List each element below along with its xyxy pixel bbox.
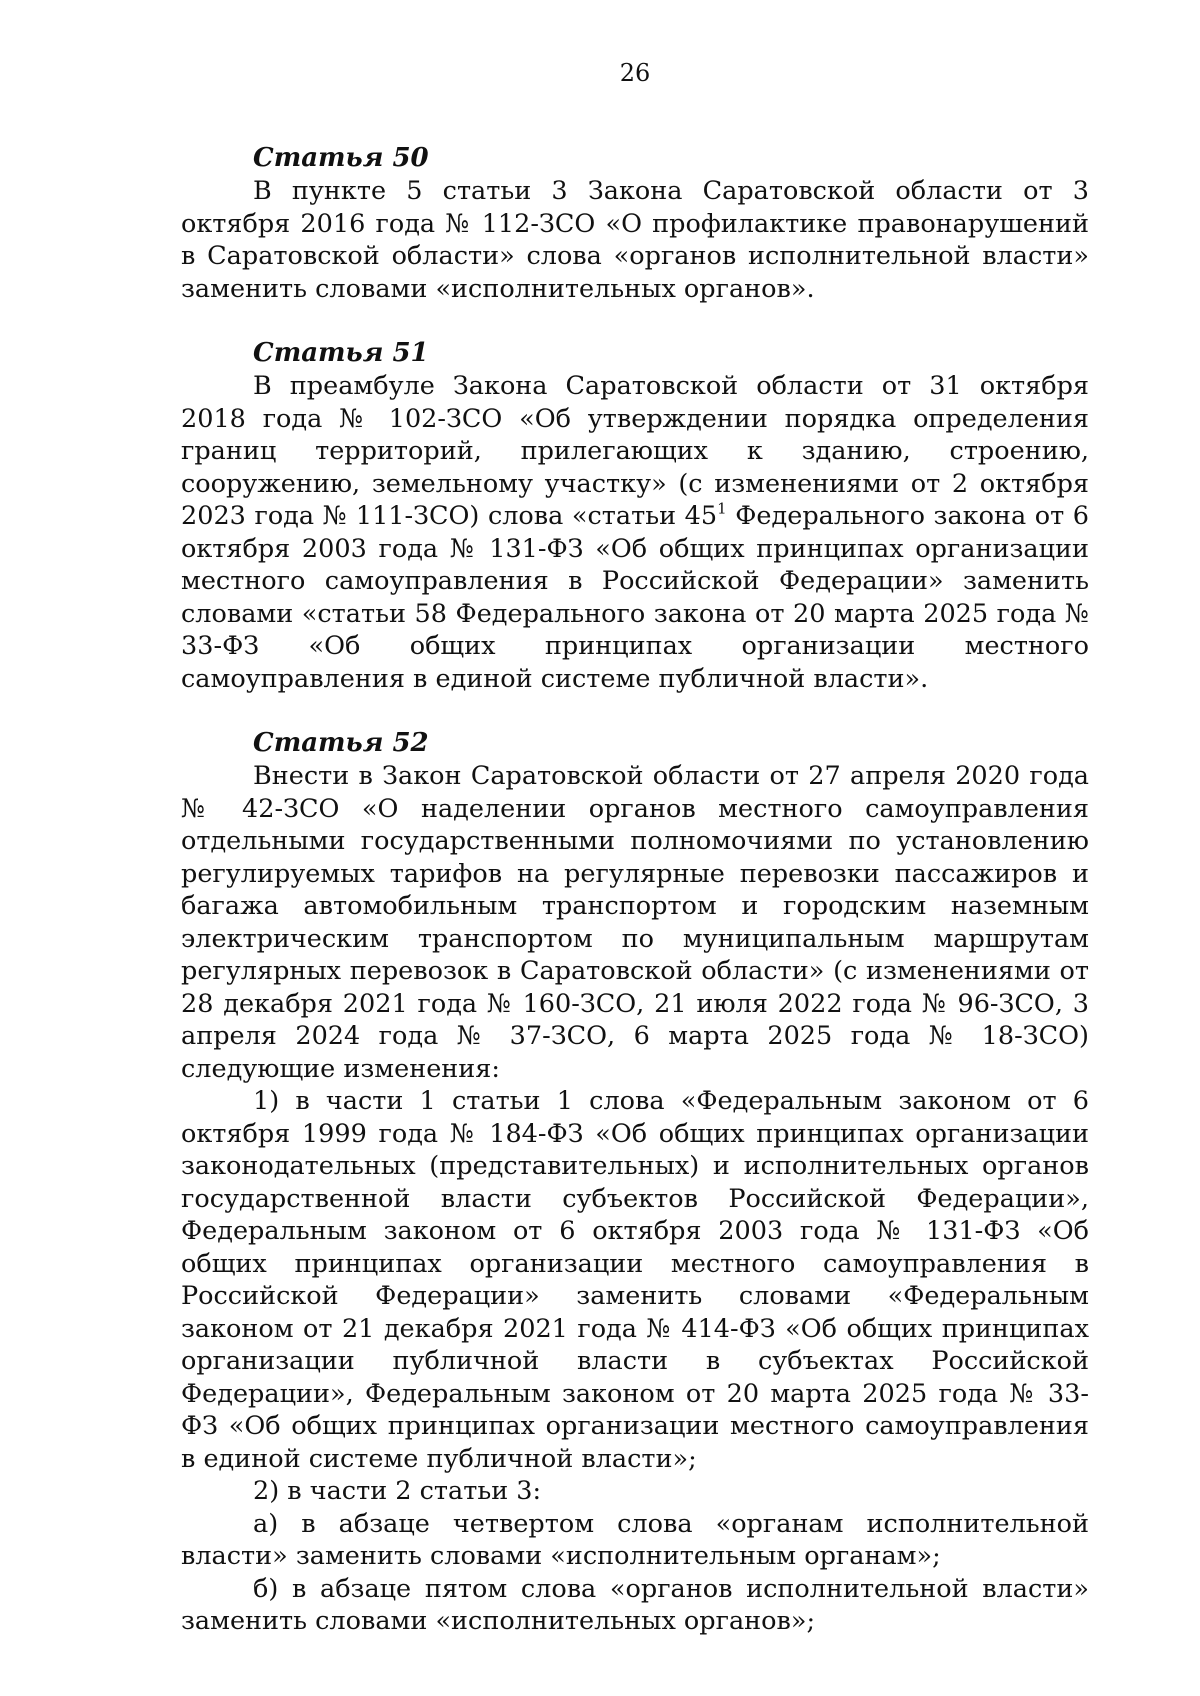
article-52 [181,727,1089,1638]
article-paragraph: В пункте 5 статьи 3 Закона Саратовской области от 3 октября 2016 года № 112-ЗСО «О профилактике правонарушений в Саратовской области» слова «органов исполнительной власти» заменить словами «исполнительных органов». [181,176,1089,304]
paragraph-text-part: В преамбуле Закона Саратовской области от 31 октября 2018 года № 102-ЗСО «Об утверждении порядка определения границ территорий, прилегающих к зданию, строению, сооружению, земельному участку» (с изменениями от 2 октября 2023 года № 111-ЗСО) слова «статьи 45 [181,371,1089,531]
page-number: 26 [619,59,651,87]
article-title: Статья 50 [253,143,429,173]
article-51 [181,337,1089,695]
article-title: Статья 51 [253,338,429,368]
article-paragraph: а) в абзаце четвертом слова «органам исполнительной власти» заменить словами «исполнительным органам»; [181,1508,1089,1571]
paragraph-text-part: Федерального закона от 6 октября 2003 года № 131-ФЗ «Об общих принципах организации местного самоуправления в Российской Федерации» заменить словами «статьи 58 Федерального закона от 20 марта 2025 года № 33-ФЗ «Об общих принципах организации местного самоуправления в единой системе публичной власти». [181,501,1089,694]
article-title: Статья 52 [253,728,429,758]
article-50 [181,142,1089,305]
article-paragraph: 1) в части 1 статьи 1 слова «Федеральным законом от 6 октября 1999 года № 184-ФЗ «Об общих принципах организации законодательных (представительных) и исполнительных органов государственной власти субъектов Российской Федерации», Федеральным законом от 6 октября 2003 года № 131-ФЗ «Об общих принципах организации местного самоуправления в Российской Федерации» заменить словами «Федеральным законом от 21 декабря 2021 года № 414-ФЗ «Об общих принципах организации публичной власти в субъектах Российской Федерации», Федеральным законом от 20 марта 2025 года № 33-ФЗ «Об общих принципах организации местного самоуправления в единой системе публичной власти»; [181,1086,1089,1474]
article-paragraph: Внести в Закон Саратовской области от 27 апреля 2020 года № 42-ЗСО «О наделении органов местного самоуправления отдельными государственными полномочиями по установлению регулируемых тарифов на регулярные перевозки пассажиров и багажа автомобильным транспортом и городским наземным электрическим транспортом по муниципальным маршрутам регулярных перевозок в Саратовской области» (с изменениями от 28 декабря 2021 года № 160-ЗСО, 21 июля 2022 года № 96-ЗСО, 3 апреля 2024 года № 37-ЗСО, 6 марта 2025 года № 18-ЗСО) следующие изменения: [181,761,1089,1084]
article-paragraph: б) в абзаце пятом слова «органов исполнительной власти» заменить словами «исполнительных органов»; [181,1573,1089,1636]
article-paragraph: 2) в части 2 статьи 3: [253,1476,542,1506]
article-paragraph [181,370,1089,695]
superscript-index: 1 [717,499,727,518]
document-body [181,142,1089,1638]
